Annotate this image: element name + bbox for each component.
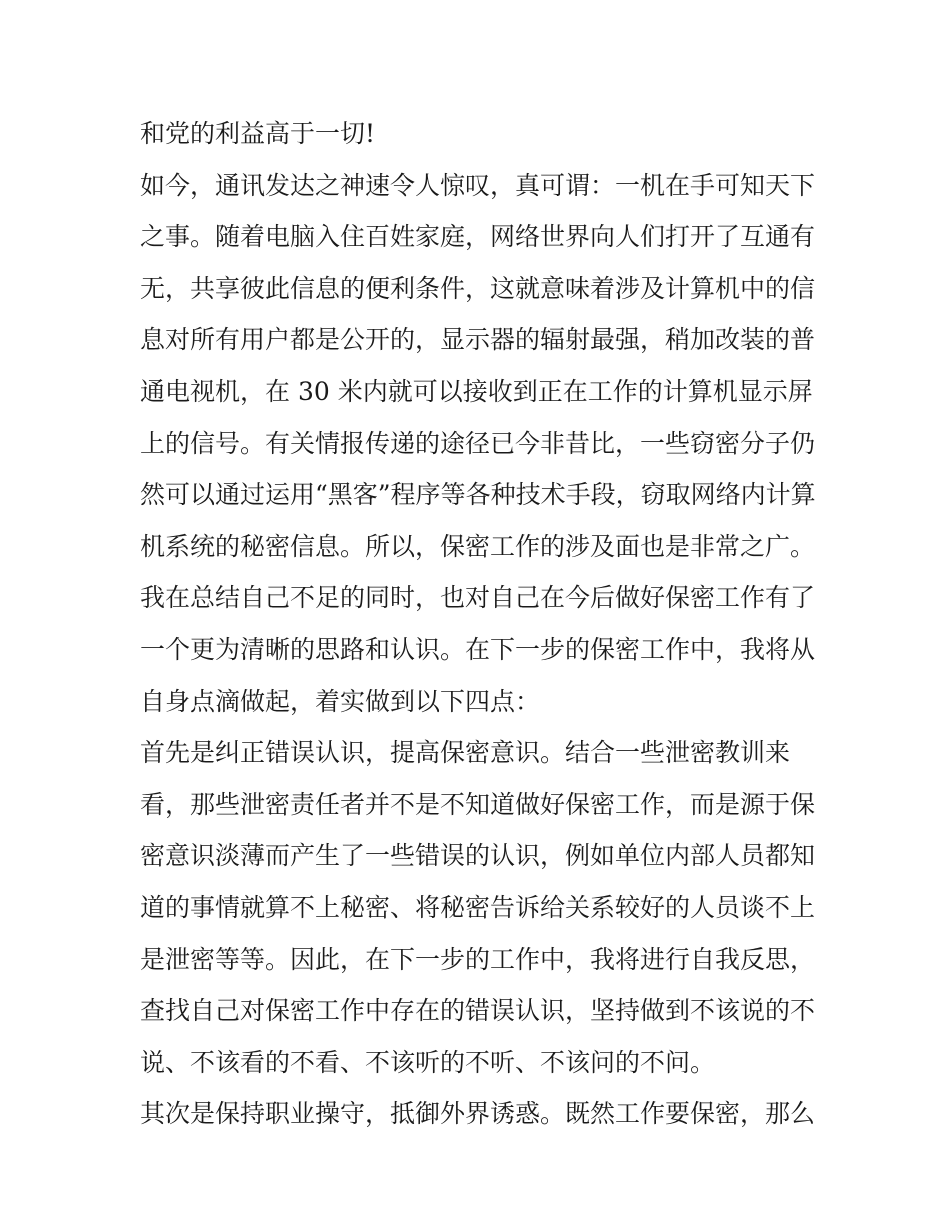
text-line: 和党的利益高于一切!	[140, 119, 376, 148]
text-line: 是泄密等等。因此，在下一步的工作中，我将进行自我反思，	[140, 944, 816, 974]
text-line: 道的事情就算不上秘密、将秘密告诉给关系较好的人员谈不上	[140, 892, 816, 922]
text-line: 通电视机，在 30 米内就可以接收到正在工作的计算机显示屏	[140, 376, 813, 406]
text-line: 然可以通过运用“黑客”程序等各种技术手段，窃取网络内计算	[140, 480, 816, 510]
text-line: 说、不该看的不看、不该听的不听、不该问的不问。	[140, 1047, 716, 1077]
text-line: 之事。随着电脑入住百姓家庭，网络世界向人们打开了互通有	[140, 222, 816, 252]
text-line: 无，共享彼此信息的便利条件，这就意味着涉及计算机中的信	[140, 273, 816, 303]
text-line: 密意识淡薄而产生了一些错误的认识，例如单位内部人员都知	[140, 841, 816, 871]
text-line: 机系统的秘密信息。所以，保密工作的涉及面也是非常之广。	[140, 531, 816, 561]
text-line: 自身点滴做起，着实做到以下四点：	[140, 686, 541, 716]
body-text	[140, 108, 820, 1140]
text-line: 息对所有用户都是公开的，显示器的辐射最强，稍加改装的普	[140, 325, 816, 355]
text-line: 看，那些泄密责任者并不是不知道做好保密工作，而是源于保	[140, 789, 816, 819]
text-line: 一个更为清晰的思路和认识。在下一步的保密工作中，我将从	[140, 634, 816, 664]
text-line: 查找自己对保密工作中存在的错误认识，坚持做到不该说的不	[140, 996, 816, 1026]
text-line: 首先是纠正错误认识，提高保密意识。结合一些泄密教训来	[140, 738, 791, 768]
text-line: 上的信号。有关情报传递的途径已今非昔比，一些窃密分子仍	[140, 428, 816, 458]
text-line: 我在总结自己不足的同时，也对自己在今后做好保密工作有了	[140, 583, 816, 613]
text-line: 如今，通讯发达之神速令人惊叹，真可谓：一机在手可知天下	[140, 170, 816, 200]
text-line: 其次是保持职业操守，抵御外界诱惑。既然工作要保密，那么	[140, 1099, 816, 1129]
